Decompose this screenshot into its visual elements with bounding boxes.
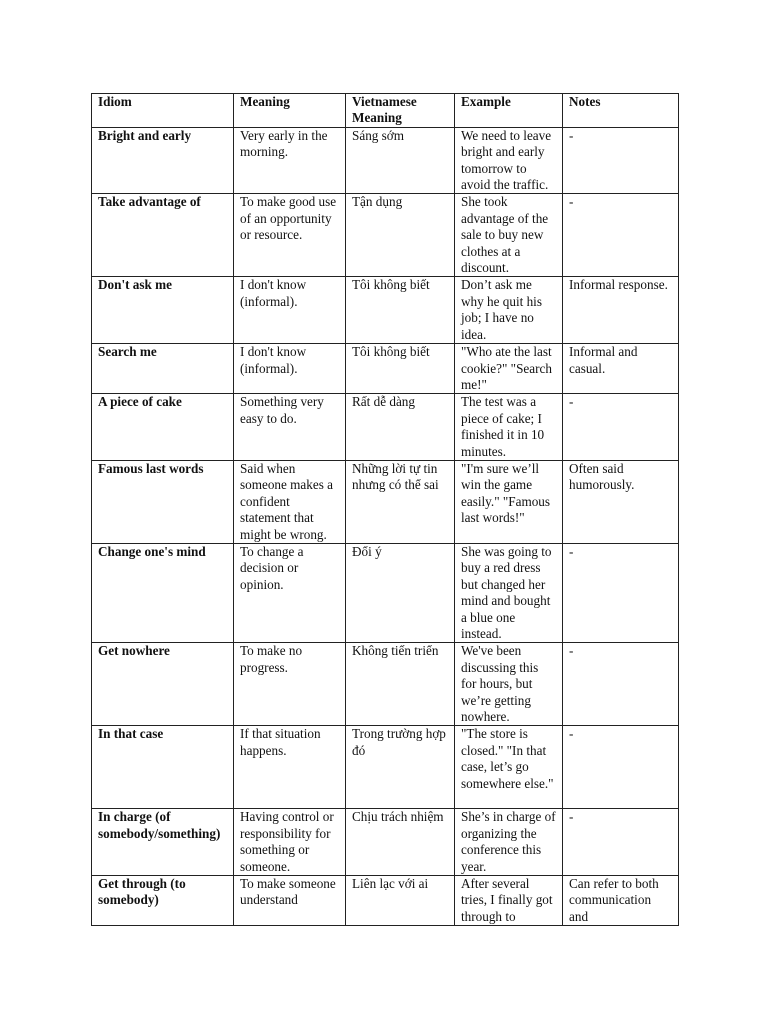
notes-cell: - bbox=[563, 643, 679, 726]
idiom-cell: Famous last words bbox=[92, 460, 234, 543]
table-row bbox=[92, 127, 679, 194]
vietnamese-cell: Những lời tự tin nhưng có thể sai bbox=[346, 460, 455, 543]
idiom-cell: Search me bbox=[92, 344, 234, 394]
table-row bbox=[92, 726, 679, 809]
vietnamese-cell: Tôi không biết bbox=[346, 344, 455, 394]
table-row bbox=[92, 809, 679, 876]
vietnamese-cell: Đổi ý bbox=[346, 543, 455, 642]
example-cell: Don’t ask me why he quit his job; I have no idea. bbox=[455, 277, 563, 344]
idiom-cell: Bright and early bbox=[92, 127, 234, 194]
notes-cell: Often said humorously. bbox=[563, 460, 679, 543]
example-cell: "I'm sure we’ll win the game easily." "Famous last words!" bbox=[455, 460, 563, 543]
idiom-cell: Don't ask me bbox=[92, 277, 234, 344]
example-cell: She was going to buy a red dress but changed her mind and bought a blue one instead. bbox=[455, 543, 563, 642]
header-idiom: Idiom bbox=[92, 94, 234, 128]
vietnamese-cell: Tôi không biết bbox=[346, 277, 455, 344]
example-cell: She’s in charge of organizing the conference this year. bbox=[455, 809, 563, 876]
vietnamese-cell: Rất dễ dàng bbox=[346, 394, 455, 461]
notes-cell: - bbox=[563, 726, 679, 809]
meaning-cell: I don't know (informal). bbox=[234, 344, 346, 394]
example-cell: "The store is closed." "In that case, let’s go somewhere else." bbox=[455, 726, 563, 809]
example-cell: She took advantage of the sale to buy new clothes at a discount. bbox=[455, 194, 563, 277]
vietnamese-cell: Tận dụng bbox=[346, 194, 455, 277]
table-row bbox=[92, 277, 679, 344]
meaning-cell: To change a decision or opinion. bbox=[234, 543, 346, 642]
meaning-cell: To make no progress. bbox=[234, 643, 346, 726]
example-cell: "Who ate the last cookie?" "Search me!" bbox=[455, 344, 563, 394]
table-row bbox=[92, 194, 679, 277]
idiom-cell: Take advantage of bbox=[92, 194, 234, 277]
idiom-cell: A piece of cake bbox=[92, 394, 234, 461]
meaning-cell: To make good use of an opportunity or resource. bbox=[234, 194, 346, 277]
table-header-row bbox=[92, 94, 679, 128]
meaning-cell: Something very easy to do. bbox=[234, 394, 346, 461]
notes-cell: - bbox=[563, 194, 679, 277]
table-row bbox=[92, 344, 679, 394]
notes-cell: Informal response. bbox=[563, 277, 679, 344]
header-notes: Notes bbox=[563, 94, 679, 128]
vietnamese-cell: Không tiến triển bbox=[346, 643, 455, 726]
meaning-cell: Very early in the morning. bbox=[234, 127, 346, 194]
notes-cell: - bbox=[563, 394, 679, 461]
table-row bbox=[92, 394, 679, 461]
table-row bbox=[92, 643, 679, 726]
meaning-cell: If that situation happens. bbox=[234, 726, 346, 809]
example-cell: We need to leave bright and early tomorrow to avoid the traffic. bbox=[455, 127, 563, 194]
notes-cell: Informal and casual. bbox=[563, 344, 679, 394]
meaning-cell: Said when someone makes a confident statement that might be wrong. bbox=[234, 460, 346, 543]
meaning-cell: Having control or responsibility for something or someone. bbox=[234, 809, 346, 876]
idiom-cell: Get nowhere bbox=[92, 643, 234, 726]
notes-cell: - bbox=[563, 127, 679, 194]
header-example: Example bbox=[455, 94, 563, 128]
vietnamese-cell: Trong trường hợp đó bbox=[346, 726, 455, 809]
vietnamese-cell: Sáng sớm bbox=[346, 127, 455, 194]
table-row bbox=[92, 460, 679, 543]
vietnamese-cell: Liên lạc với ai bbox=[346, 876, 455, 926]
meaning-cell: To make someone understand bbox=[234, 876, 346, 926]
notes-cell: Can refer to both communication and bbox=[563, 876, 679, 926]
header-vietnamese-meaning: Vietnamese Meaning bbox=[346, 94, 455, 128]
example-cell: After several tries, I finally got through to bbox=[455, 876, 563, 926]
idiom-cell: Get through (to somebody) bbox=[92, 876, 234, 926]
header-meaning: Meaning bbox=[234, 94, 346, 128]
idiom-cell: Change one's mind bbox=[92, 543, 234, 642]
idiom-cell: In charge (of somebody/something) bbox=[92, 809, 234, 876]
example-cell: We've been discussing this for hours, but we’re getting nowhere. bbox=[455, 643, 563, 726]
example-cell: The test was a piece of cake; I finished it in 10 minutes. bbox=[455, 394, 563, 461]
idioms-table bbox=[91, 93, 679, 926]
idiom-cell: In that case bbox=[92, 726, 234, 809]
table-row bbox=[92, 543, 679, 642]
notes-cell: - bbox=[563, 809, 679, 876]
table-row bbox=[92, 876, 679, 926]
notes-cell: - bbox=[563, 543, 679, 642]
meaning-cell: I don't know (informal). bbox=[234, 277, 346, 344]
vietnamese-cell: Chịu trách nhiệm bbox=[346, 809, 455, 876]
